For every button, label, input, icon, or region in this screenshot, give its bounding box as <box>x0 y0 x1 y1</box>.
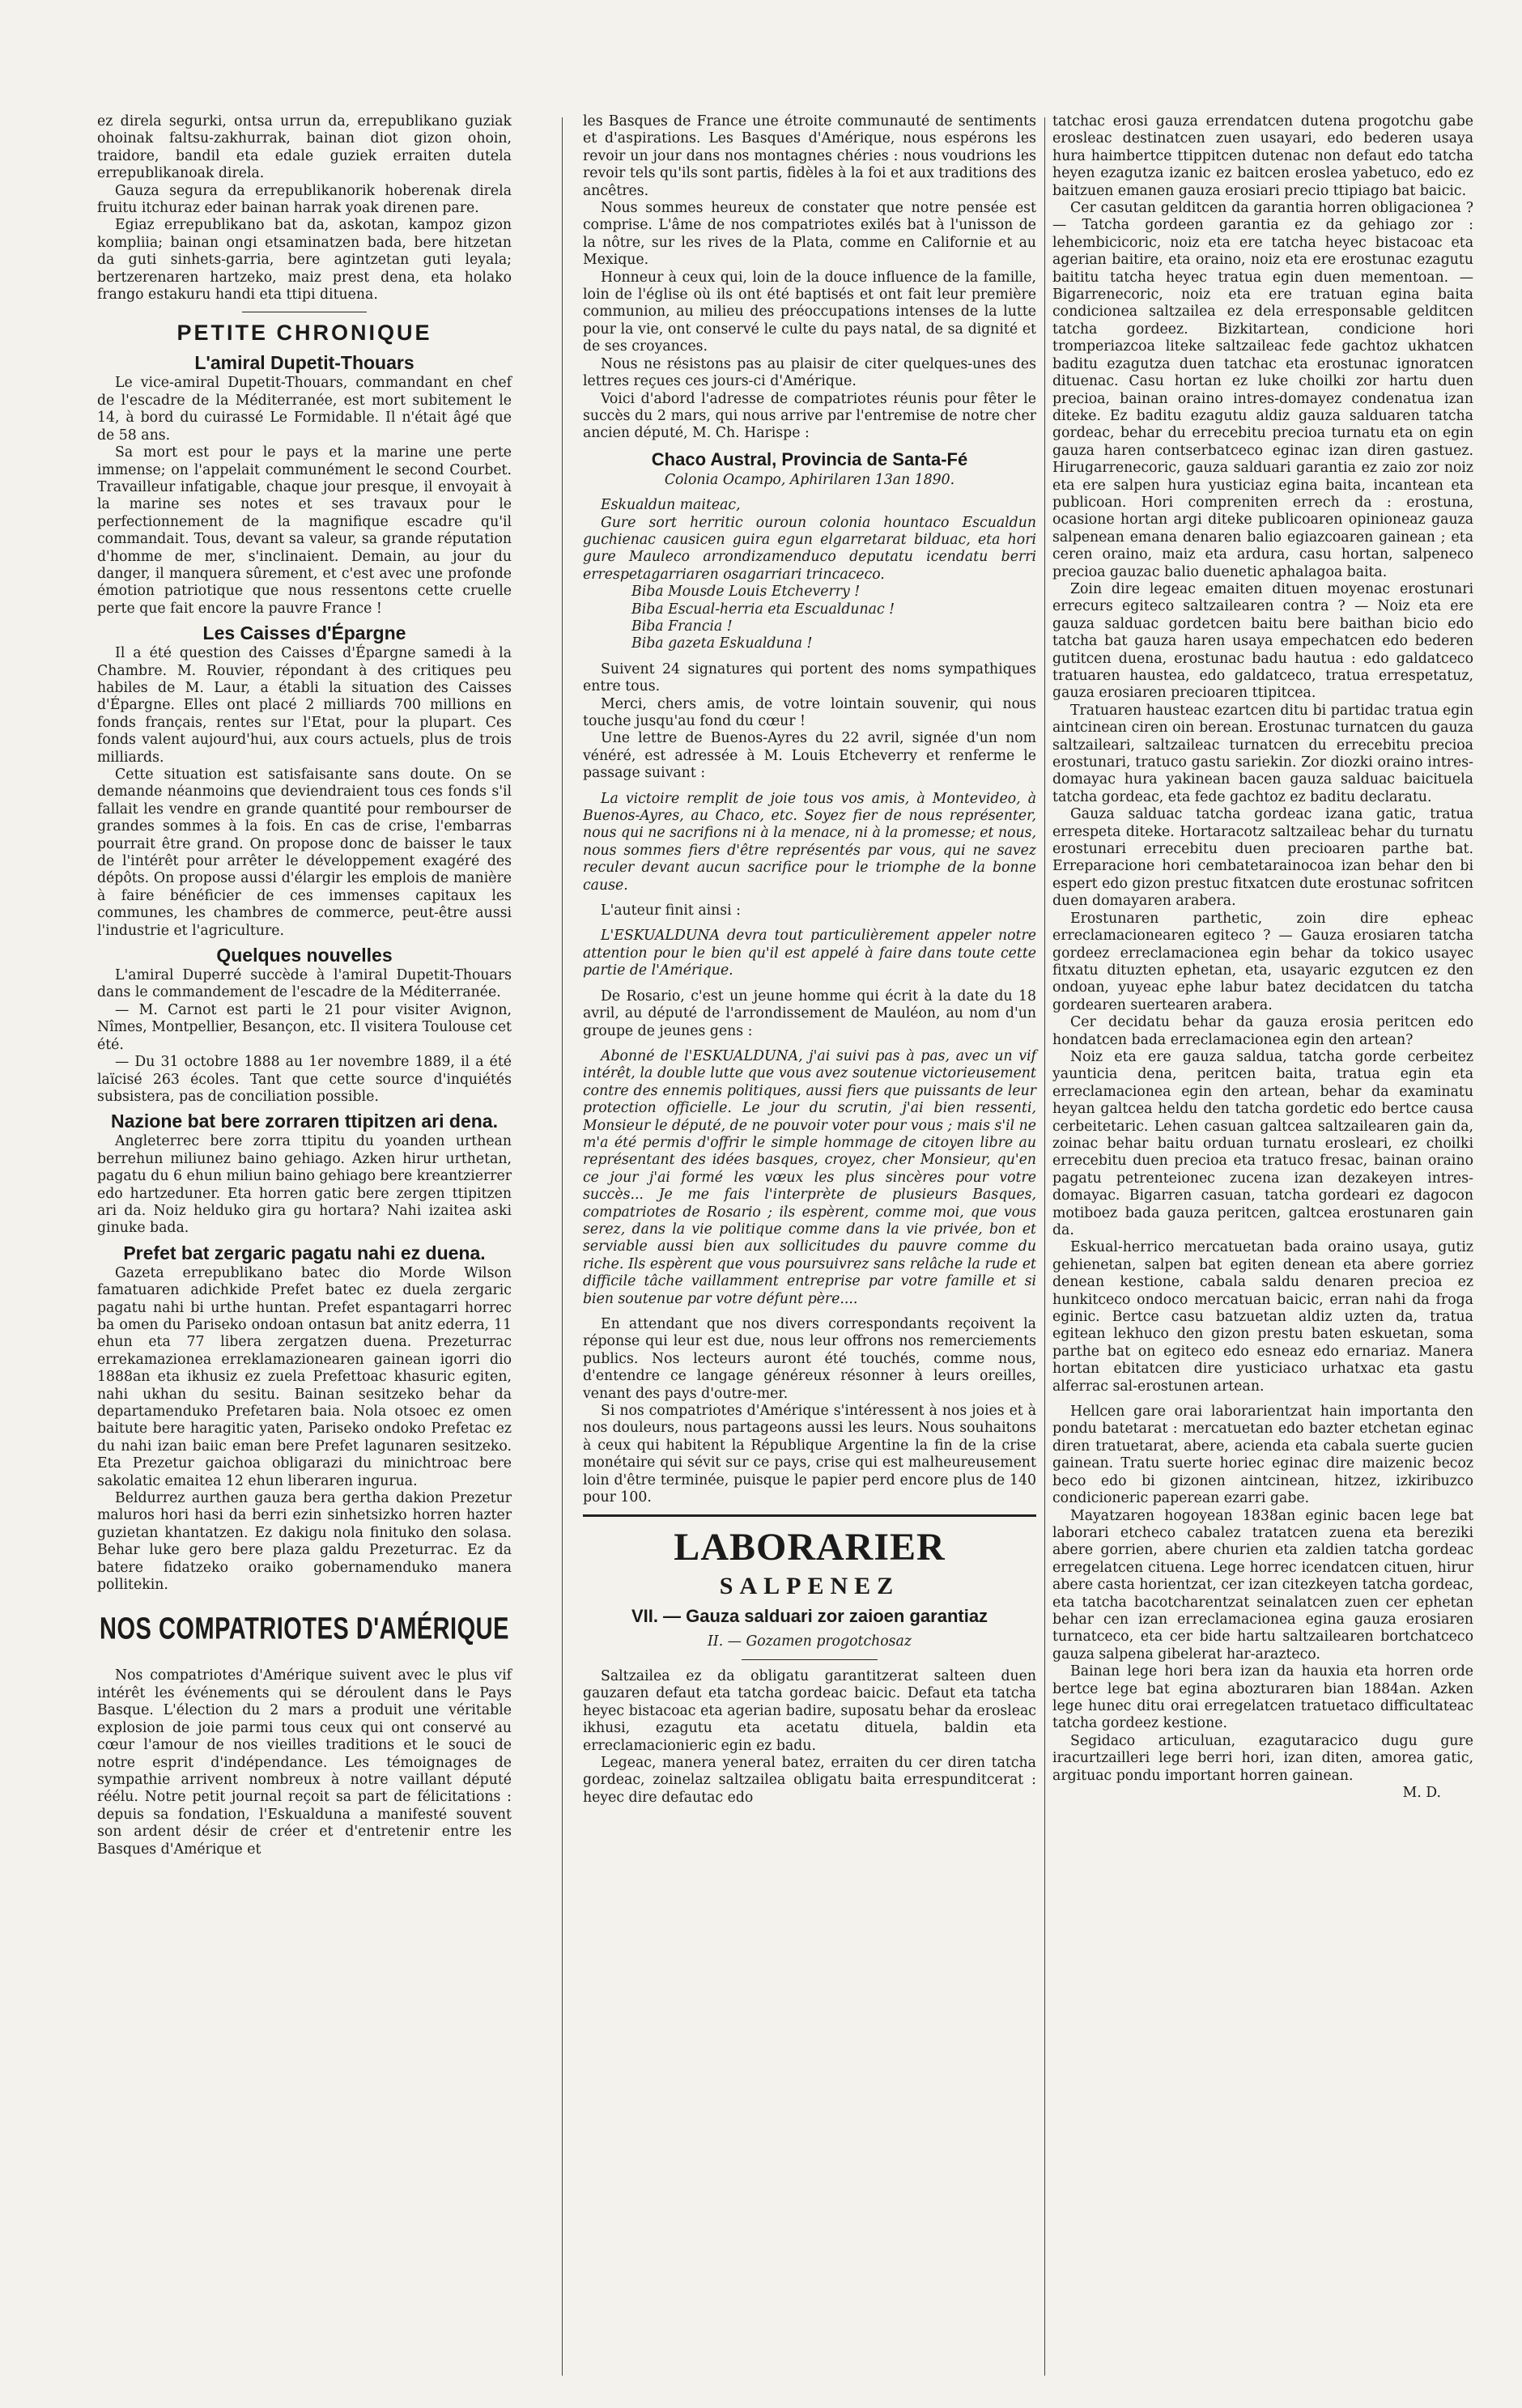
letter-heading: Chaco Austral, Provincia de Santa-Fé <box>651 448 968 469</box>
paragraph: Nos compatriotes d'Amérique suivent avec le plus vif intérêt les événements qui se déroulent dans le Pays Basque. L'élection du 2 mars a produit une véritable explosion de joie parmi tous ceux qui ont conservé au cœur l'amour de nos vieilles traditions et le souci de notre esprit d'indépendance. Les témoignages de sympathie arrivent nombreux à notre vaillant député réélu. Notre petit journal reçoit sa part de félicitations : depuis sa fondation, l'Eskualduna a manifesté souvent son ardent désir de créer et d'entretenir entre les Basques d'Amérique et <box>97 1667 512 1858</box>
section-subtitle: SALPENEZ <box>719 1573 900 1600</box>
paragraph: Egiaz errepublikano bat da, askotan, kampoz gizon kompliia; bainan ongi etsaminatzen bada, bere hitzetan da guti sinhets-garria, bere agintzetan guti leyala; bertzerenaren hartzeko, maiz prest dena, eta holako frango estakuru handi eta ttipi dituena. <box>97 217 512 304</box>
letter-date: Colonia Ocampo, Aphirilaren 13an 1890. <box>664 471 955 488</box>
article-title: Les Caisses d'Épargne <box>202 622 406 644</box>
paragraph: Noiz eta ere gauza saldua, tatcha gorde cerbeitez yaunticia dena, peritcen baita, tratua egin eta erreclamacionea egin den artean, behar da examinatu heyan galtcea heldu den tatcha gordetic edo bertce causa cerbeitetaric. Lehen casuan galtcea saltzailearen gain da, zoinac behar baitu orduan turnatu erosleari, ez choilki errecebitu duen precioa eta tratuco fresac, bainan oraino pagatu petrenteionec zucena izan dezakeyen intres-domayac. Bigarren casuan, tatcha gordeari ez dagocon motiboez bada gauza peritcen, galtcea erostunaren gain da. <box>1052 1048 1473 1238</box>
quote: Abonné de l'ESKUALDUNA, j'ai suivi pas à pas, avec un vif intérêt, la double lutte que vous avez soutenue victorieusement contre des ennemis politiques, aussi fiers que puissants de leur protection officielle. Le jour du scrutin, j'ai bien ressenti, Monsieur le député, de ne pouvoir voter pour vous ; mais s'il ne m'a été permis d'offrir le simple hommage de citoyen libre au représentant des idées basques, croyez, cher Monsieur, qu'en ce jour j'ai formé les vœux les plus sincères pour votre succès... Je me fais l'interprète de plusieurs Basques, compatriotes de Rosario ; ils espèrent, comme moi, que vous serez, dans la vie politique comme dans la vie privée, bon et serviable aussi bien aux sollicitudes du pauvre comme du riche. Ils espèrent que vous poursuivrez sans relâche la rude et difficile tâche vaillamment entreprise par votre famille et si bien soutenue par votre défunt père.... <box>583 1047 1036 1307</box>
column-rule-2 <box>1044 117 1045 2376</box>
paragraph: Cer casutan gelditcen da garantia horren obligacionea ? — Tatcha gordeen garantia ez da gehiago zor : lehembicicoric, noiz eta ere tatcha heyec bistacoac eta agerian baitire, eta oraino, noiz eta ere erostunac ezagutu baititu tatcha heyec tratua egin duen mementoan. — Bigarrenecoric, noiz eta ere tratuan egina baita condicionea saltzailea ez dela erresponsable gelditcen tatcha gordeez. Bizkitartean, condicione hori tromperiazcoa liteke saltzaileac fede gachtoz ukhatcen baditu ezagutza duen tatchac eta erostunac ignoratcen dituenac. Casu hortan ez luke choilki zor hartu duen precioa, bainan oraino intres-domayez condenatua izan diteke. Ez baditu ezagutu aldiz gauza salduaren tatcha gordeac, behar du errecebitu precioa turnatu eta on egin gauza haren contserbatceco eginac izan diren gastuez. Hirugarrenecoric, gauza salduari garantia ez zaio zor noiz eta ere salpen hura yusticiaz egina baita, incantean eta publicoan. Hori compreniten errech da : erostuna, ocasione hortan argi diteke publicoaren opinioneaz gauza salpenean emana denaren balio egiazcoaren gainean ; eta ceren oraino, maiz eta ardura, casu hortan, salpeneco precioa gauzac balio duenetic aphalagoa baita. <box>1052 200 1473 580</box>
paragraph: Gauza salduac tatcha gordeac izana gatic, tratua errespeta diteke. Hortaracotz saltzaileac behar du turnatu erostunari errecebitu duen precioaren parthe bat. Erreparacione hori cembatetarainocoa izan behar den bi espert edo gizon prestuc fitxatcen dute erostunac sofritcen duen domayaren arabera. <box>1052 806 1473 910</box>
paragraph: Segidaco articuluan, ezagutaracico dugu gure iracurtzailleri lege berri hori, izan diten, amorea gatic, argituac pondu important horren gainean. <box>1052 1732 1473 1784</box>
paragraph: Honneur à ceux qui, loin de la douce influence de la famille, loin de l'église où ils ont été baptisés et ont fait leur première communion, au milieu des préoccupations intenses de la lutte pour la vie, ont conservé le culte du pays natal, de sa dignité et de ses croyances. <box>583 269 1036 355</box>
paragraph: Nous ne résistons pas au plaisir de citer quelques-unes des lettres reçues ces jours-ci d'Amérique. <box>583 355 1036 390</box>
paragraph: Eskual-herrico mercatuetan bada oraino usaya, gutiz gehienetan, salpen bat egiten denean eta abere gorriez denean kestione, cabala saldu denaren precioa ez hunkitceco ondoco mercatuan baicic, erran nahi da froga eginic. Bertce casu batzuetan aldiz uzten da, tratua egitean lekhuco den gizon prestu baten eskuetan, soma parthe bat on egiteco edo esneaz edo ernariaz. Manera hortan ebitatcen dire yusticiaco urhatxac eta gastu alferrac sal-erostunen artean. <box>1052 1239 1473 1395</box>
viva-line: Biba Mousde Louis Etcheverry ! <box>631 584 861 601</box>
paragraph: Tratuaren hausteac ezartcen ditu bi partidac tratua egin aintcinean ciren oin berean. Erostunac turnatcen du gauza saltzaileari, saltzaileac turnatcen du errecebitu precioa erostunari, tratuco gastu sariekin. Zor diozki oraino intres-domayac hura yakinean bacen gauza salduac baicituela tatcha gordeac, eta fede gachtoz ez baditu declaratu. <box>1052 702 1473 805</box>
section-title-laborarier: LABORARIER <box>674 1526 946 1569</box>
paragraph: L'auteur finit ainsi : <box>601 902 742 919</box>
paragraph: Suivent 24 signatures qui portent des noms sympathiques entre tous. <box>583 660 1036 695</box>
article-title: Prefet bat zergaric pagatu nahi ez duena. <box>123 1242 486 1263</box>
paragraph: Nous sommes heureux de constater que notre pensée est comprise. L'âme de nos compatriotes exilés bat à l'unisson de la nôtre, sur les rives de la Plata, comme en Californie et au Mexique. <box>583 200 1036 269</box>
paragraph: Le vice-amiral Dupetit-Thouars, commandant en chef de l'escadre de la Méditerranée, est mort subitement le 14, à bord du cuirassé Le Formidable. Il n'était âgé que de 58 ans. <box>97 375 512 444</box>
letter-salutation: Eskualdun maiteac, <box>601 497 741 514</box>
paragraph: Gazeta errepublikano batec dio Morde Wilson famatuaren adichkide Prefet batec ez duela zergaric pagatu nahi bi urthe huntan. Prefet espantagarri horrec ba omen du Pariseko ondoan ontasun bat anitz ederra, 11 ehun eta 77 libera zergatzen duena. Prezeturrac errekamazionea erreklamazionearen gainean igorri dio 1888an eta ikhusiz ez zuela Prefettoac khasuric egiten, nahi ukhan du sesitu. Bainan sesitzeko behar da departamenduko Prefetaren baia. Nola otsoec ez omen baitute bere haragitic yaten, Pariseko ondoko Prefetac ez du nahi izan baiic eman bere Prefet lagunaren sesitzeko. Eta Prezetur gaichoa obligarazi du minichtroac bere sakolatic emaitea 12 ehun liberaren ingurua. <box>97 1264 512 1489</box>
article-subtitle: II. — Gozamen progotchosaz <box>708 1633 912 1650</box>
column-rule-1 <box>562 117 563 2376</box>
paragraph: tatchac erosi gauza errendatcen dutena progotchu gabe erosleac destinatcen zuen usayari, edo bederen usaya hura haimbertce ttippitcen dutenac non defaut edo tatcha heyen ezagutza izanic ez baitcen eroslea yabetuco, edo ez baitzuen emanen gauza erosiari precio ttipiago bat baicic. <box>1052 113 1473 199</box>
paragraph: De Rosario, c'est un jeune homme qui écrit à la date du 18 avril, au député de l'arrondissement de Mauléon, au nom d'un groupe de jeunes gens : <box>583 987 1036 1039</box>
quote: L'ESKUALDUNA devra tout particulièrement appeler notre attention pour le bien qu'il est appelé à faire dans toute cette partie de l'Amérique. <box>583 928 1036 979</box>
paragraph: L'amiral Duperré succède à l'amiral Dupetit-Thouars dans le commandement de l'escadre de la Méditerranée. <box>97 967 512 1001</box>
paragraph: Beldurrez aurthen gauza bera gertha dakion Prezetur maluros hori hasi da berri ezin sinhetsizko horren hazter guzietan khantatzen. Ez dakigu nola finituko den solasa. Behar luke gero bere plaza galdu Prezeturrac. Ez da batere fidatzeko oraiko gobernamenduko manera pollitekin. <box>97 1490 512 1594</box>
section-title-compatriotes: NOS COMPATRIOTES D'AMÉRIQUE <box>100 1612 509 1647</box>
paragraph: Saltzailea ez da obligatu garantitzerat salteen duen gauzaren defaut eta tatcha gordeac baicic. Defaut eta tatcha heyec bistacoac eta agerian badire, suposatu behar da erosleac ikhusi, ezagutu eta acetatu dituela, baldin eta erreclamacionieric egin ez badu. <box>583 1667 1036 1754</box>
paragraph: ez direla segurki, ontsa urrun da, errepublikano guziak ohoinak faltsu-zakhurrak, bainan diot gizon ohoin, traidore, bandil eta edale guziek erraiten dutela errepublikanoak direla. <box>97 113 512 182</box>
paragraph: Mayatzaren hogoyean 1838an eginic bacen lege bat laborari etcheco cabalez tratatcen zuena eta bereziki abere gorrien, abere churien eta zaldien tatcha gordeac erregelatcen cituena. Lege horrec icendatcen cituen, hirur abere casta horientzat, cer izan citezkeyen tatcha gordeac, eta tatcha bacotcharentzat seinalatcen zuen cer ephetan behar cen izan erreclamacionea egina gauza erosiaren turnatceco, eta cer bide hartu saltzailearen bortchatceco gauza salpena gibelerat har-arazteco. <box>1052 1507 1473 1663</box>
paragraph: Merci, chers amis, de votre lointain souvenir, qui nous touche jusqu'au fond du cœur ! <box>583 695 1036 729</box>
paragraph: Une lettre de Buenos-Ayres du 22 avril, signée d'un nom vénéré, est adressée à M. Louis Etcheverry et renferme le passage suivant : <box>583 730 1036 782</box>
paragraph: En attendant que nos divers correspondants reçoivent la réponse qui leur est due, nous leur offrons nos remerciements publics. Nos lecteurs auront été touchés, comme nous, d'entendre ce langage généreux résonner à leurs oreilles, venant des pays d'outre-mer. <box>583 1316 1036 1402</box>
paragraph: Cette situation est satisfaisante sans doute. On se demande néanmoins que deviendraient tous ces fonds s'il fallait les vendre en grande quantité pour rembourser de grandes sommes à la fois. En cas de crise, l'embarras pourrait être grand. On propose donc de baisser le taux de l'intérêt pour arrêter le développement exagéré des dépôts. On propose aussi d'élargir les emplois de manière à faire bénéficier de ces immenses capitaux les communes, les chambres de commerce, peut-être aussi l'industrie et l'agriculture. <box>97 767 512 939</box>
article-title: Quelques nouvelles <box>216 945 393 966</box>
article-title: VII. — Gauza salduari zor zaioen garantiaz <box>631 1606 988 1627</box>
paragraph: Bainan lege hori bera izan da hauxia eta horren orde bertce lege bat egina abozturaren bian 1884an. Azken lege hunec ditu orai erregelatcen tratuetaco difficultateac tatcha gordeez kestione. <box>1052 1663 1473 1732</box>
paragraph: Cer decidatu behar da gauza erosia peritcen edo hondatcen bada erreclamacionea egin den artean? <box>1052 1014 1473 1048</box>
paragraph: Hellcen gare orai laborarientzat hain importanta den pondu batetarat : mercatuetan edo bazter etchetan eginac diren tratuetarat, abere, acienda eta cabala suerte gucien gainean. Tratu suerte horiec eginac dire maizenic becoz beco edo bi gizonen aintcinean, hitzez, izkiribuzco condicioneric paperean ezarri gabe. <box>1052 1404 1473 1507</box>
column-1 <box>97 113 512 1858</box>
divider <box>742 1659 878 1660</box>
article-title: Nazione bat bere zorraren ttipitzen ari dena. <box>111 1111 498 1132</box>
paragraph: Il a été question des Caisses d'Épargne samedi à la Chambre. M. Rouvier, répondant à des critiques peu habiles de M. Laur, a établi la situation des Caisses d'Épargne. Elles ont placé 2 milliards 700 millions en fonds français, rentes sur l'Etat, pour la plupart. Ces fonds valent aujourd'hui, aux cours actuels, plus de trois milliards. <box>97 645 512 766</box>
paragraph: Si nos compatriotes d'Amérique s'intéressent à nos joies et à nos douleurs, nous partageons aussi les leurs. Nous souhaitons à ceux qui habitent la République Argentine la fin de la crise monétaire qui sévit sur ce pays, crise qui est malheureusement loin d'être terminée, puisque le papier perd encore plus de 140 pour 100. <box>583 1403 1036 1506</box>
column-3 <box>1052 113 1473 1802</box>
article-title: L'amiral Dupetit-Thouars <box>194 352 415 374</box>
viva-line: Biba gazeta Eskualduna ! <box>631 635 813 652</box>
column-2 <box>583 113 1036 1807</box>
section-title-chronique: PETITE CHRONIQUE <box>176 321 432 346</box>
divider <box>583 1514 1036 1517</box>
paragraph: — M. Carnot est parti le 21 pour visiter Avignon, Nîmes, Montpellier, Besançon, etc. Il visitera Toulouse cet été. <box>97 1001 512 1053</box>
paragraph: Gauza segura da errepublikanorik hoberenak direla fruitu itchuraz eder bainan harrak yoak direnen pare. <box>97 182 512 217</box>
paragraph: les Basques de France une étroite communauté de sentiments et d'aspirations. Les Basques d'Amérique, nous espérons les revoir un jour dans nos montagnes chéries : nous voudrions les revoir tels qu'ils sont partis, fidèles à la foi et aux traditions des ancêtres. <box>583 113 1036 199</box>
paragraph: Erostunaren parthetic, zoin dire epheac erreclamacionearen egiteco ? — Gauza erosiaren tatcha gordeez erreclamacionea egin behar da tokico usayec fitxatu dituzten ephetan, eta, usayaric ezgutcen ez den ondoan, yuyeac ephe labur batez decidatcen du tatcha gordearen suertearen arabera. <box>1052 910 1473 1013</box>
quote: La victoire remplit de joie tous vos amis, à Montevideo, à Buenos-Ayres, au Chaco, etc. Soyez fier de nous représenter, nous qui ne sacrifions ni à la menace, ni à la promesse; et nous, nous sommes fiers d'être représentés par vous, qui ne savez reculer devant aucun sacrifice pour le triomphe de la bonne cause. <box>583 790 1036 894</box>
letter-body: Gure sort herritic ouroun colonia hountaco Escualdun guchienac causicen guira egun elgarretarat bilduac, eta hori gure Mauleco arrondizamenduco deputatu icendatu berri errespetagarriaren osagarriari trincaceco. <box>583 514 1036 583</box>
paragraph: Zoin dire legeac emaiten dituen moyenac erostunari errecurs egiteco saltzailearen contra ? — Noiz eta ere gauza salduac gordetcen baitu bere baithan bicio edo tatcha bat gauza haren usaya empechatcen edo bederen gutitcen duena, erostunac badu hautua : edo galdatceco tratuaren haustea, edo galdatceco, tratua errespetatuz, gauza erosiaren precioaren ttipitcea. <box>1052 580 1473 702</box>
paragraph: — Du 31 octobre 1888 au 1er novembre 1889, il a été laïcisé 263 écoles. Tant que cette source d'inquiétés subsistera, pas de conciliation possible. <box>97 1054 512 1105</box>
paragraph: Voici d'abord l'adresse de compatriotes réunis pour fêter le succès du 2 mars, qui nous arrive par l'entremise de notre cher ancien député, M. Ch. Harispe : <box>583 390 1036 442</box>
viva-line: Biba Escual-herria eta Escualdunac ! <box>631 601 895 618</box>
paragraph: Legeac, manera yeneral batez, erraiten du cer diren tatcha gordeac, zoinelaz saltzailea obligatu baita errespunditcerat : heyec dire defautac edo <box>583 1754 1036 1806</box>
viva-line: Biba Francia ! <box>631 618 733 635</box>
paragraph: Sa mort est pour le pays et la marine une perte immense; on l'appelait communément le second Courbet. Travailleur infatigable, chaque jour presque, il envoyait à la marine ses notes et ses travaux pour le perfectionnement de la magnifique escadre qu'il commandait. Tous, devant sa valeur, sa grande réputation d'homme de mer, s'inclinaient. Demain, au jour du danger, il manquera sûrement, et c'est avec une profonde émotion patriotique que nous ressentons cette cruelle perte que fait encore la pauvre France ! <box>97 444 512 617</box>
paragraph: Angleterrec bere zorra ttipitu du yoanden urthean berrehun miliunez baino gehiago. Azken hirur urthetan, pagatu du 6 ehun miliun baino gehiago bere kreantzierrer edo hartzeduner. Eta horren gatic bere zergen ttipitzen ari da. Noiz helduko gira gu hortara? Nahi izaitea aski ginuke bada. <box>97 1133 512 1237</box>
signature: M. D. <box>1402 1785 1441 1801</box>
